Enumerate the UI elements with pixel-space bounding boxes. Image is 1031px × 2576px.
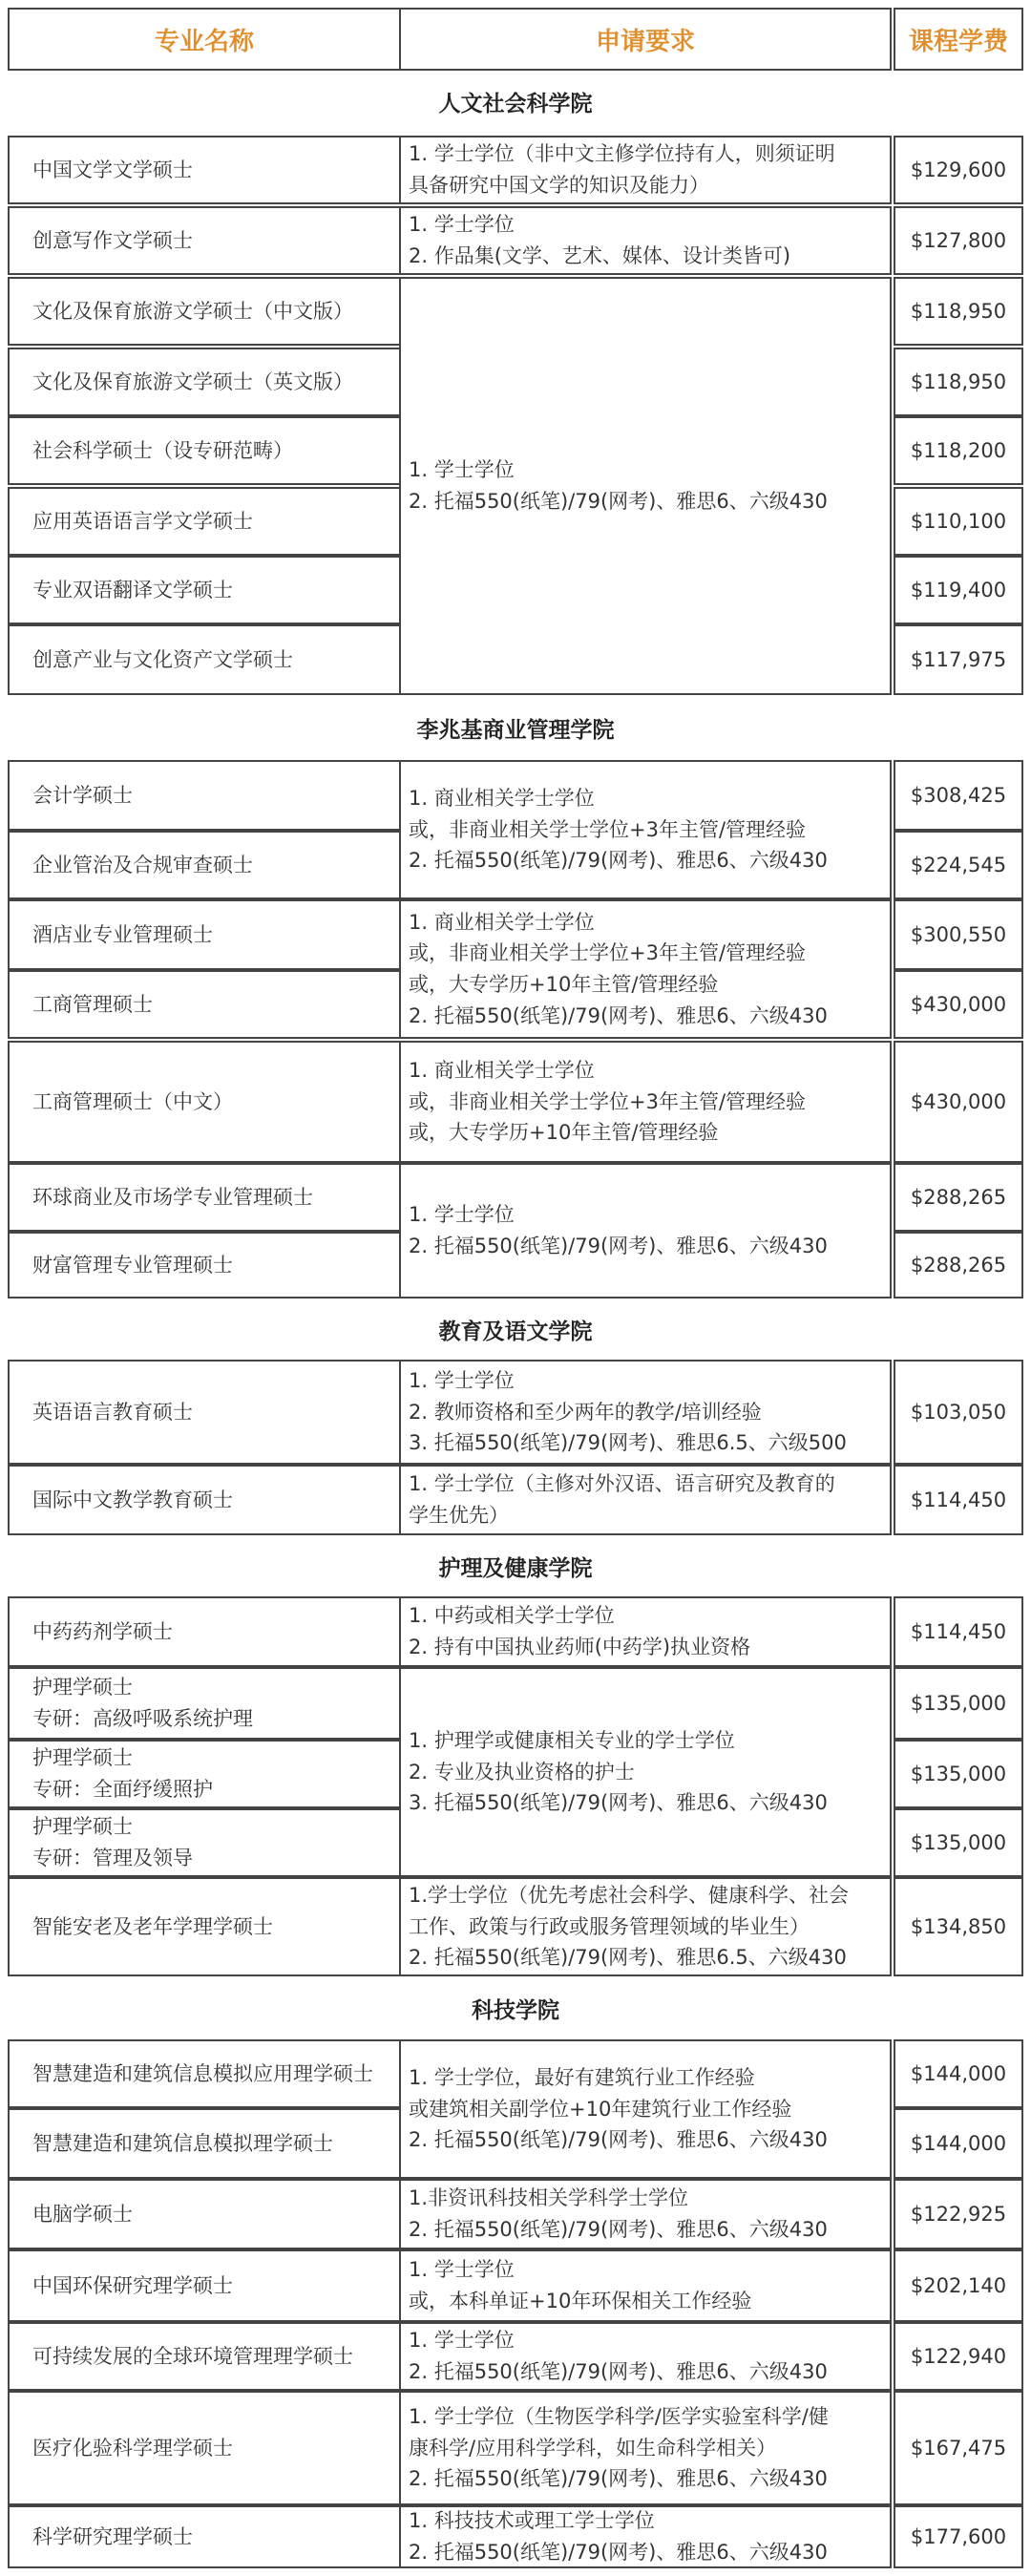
program-fee [894,2179,1023,2249]
program-requirements [399,1041,892,1163]
program-fee-text: $118,950 [910,370,1007,393]
program-fee [894,556,1023,624]
program-name [8,899,401,970]
program-fee [894,2505,1023,2568]
program-requirements [399,136,892,204]
program-name [8,206,401,275]
program-name-text: 护理学硕士 专研：全面纾缓照护 [32,1746,213,1801]
program-fee [894,277,1023,346]
program-name [8,1667,401,1740]
program-name [8,760,401,831]
program-requirements [399,899,892,1039]
program-name-text: 文化及保育旅游文学硕士（英文版） [32,370,353,393]
program-requirements-text: 1. 学士学位 2. 作品集(文学、艺术、媒体、设计类皆可) [409,213,791,267]
program-fee-text: $300,550 [910,922,1007,946]
program-requirements-text: 1. 学士学位 2. 托福550(纸笔)/79(网考)、雅思6、六级430 [409,458,828,513]
program-fee [894,2039,1023,2108]
program-name-text: 会计学硕士 [32,783,133,807]
program-fee [894,1808,1023,1877]
program-fee [894,1877,1023,1976]
program-name [8,2322,401,2391]
program-requirements [399,2505,892,2568]
program-requirements-text: 1. 学士学位，最好有建筑行业工作经验 或建筑相关副学位+10年建筑行业工作经验 2. 托福550(纸笔)/79(网考)、雅思6、六级430 [409,2066,828,2152]
program-fee-text: $288,265 [910,1253,1007,1277]
program-name-text: 企业管治及合规审查硕士 [32,853,253,876]
program-fee [894,348,1023,416]
program-requirements-text: 1. 学士学位 2. 教师资格和至少两年的教学/培训经验 3. 托福550(纸笔)/79(网考)、雅思6.5、六级500 [409,1369,847,1455]
program-name-text: 财富管理专业管理硕士 [32,1253,233,1277]
program-name [8,624,401,695]
program-name [8,1877,401,1976]
section-title: 科技学院 [472,1997,559,2023]
program-fee [894,487,1023,556]
program-requirements [399,1465,892,1535]
program-requirements [399,760,892,899]
program-name [8,1740,401,1808]
program-fee-text: $129,600 [910,158,1007,181]
program-name-text: 工商管理硕士（中文） [32,1089,233,1113]
program-fee-text: $202,140 [910,2273,1007,2297]
program-fee-text: $134,850 [910,1914,1007,1938]
program-name-text: 环球商业及市场学专业管理硕士 [32,1185,313,1209]
program-requirements [399,206,892,275]
program-name [8,1163,401,1232]
program-requirements-text: 1. 商业相关学士学位 或，非商业相关学士学位+3年主管/管理经验 或，大专学历+10年主管/管理经验 2. 托福550(纸笔)/79(网考)、雅思6、六级430 [409,910,828,1027]
program-name [8,1465,401,1535]
program-requirements [399,2391,892,2505]
program-requirements-text: 1. 中药或相关学士学位 2. 持有中国执业药师(中药学)执业资格 [409,1604,751,1658]
program-fee-text: $135,000 [910,1691,1007,1715]
program-fee-text: $288,265 [910,1185,1007,1209]
program-name [8,1041,401,1163]
program-name [8,2249,401,2322]
program-name [8,2039,401,2108]
program-name [8,416,401,485]
program-fee [894,899,1023,970]
program-fee [894,1465,1023,1535]
program-fee [894,2108,1023,2179]
program-name [8,2391,401,2505]
program-name-text: 文化及保育旅游文学硕士（中文版） [32,299,353,323]
program-fee [894,970,1023,1039]
program-fee [894,2391,1023,2505]
header-name: 专业名称 [8,8,401,71]
program-requirements [399,1667,892,1877]
program-fee [894,2249,1023,2322]
program-fee-text: $144,000 [910,2061,1007,2085]
program-name-text: 中国环保研究理学硕士 [32,2273,233,2297]
program-name [8,136,401,204]
section-title: 护理及健康学院 [438,1555,593,1581]
program-name-text: 智慧建造和建筑信息模拟理学硕士 [32,2131,333,2155]
program-requirements [399,277,892,695]
program-fee-text: $114,450 [910,1488,1007,1511]
program-name-text: 专业双语翻译文学硕士 [32,578,233,602]
program-fee-text: $118,950 [910,299,1007,323]
program-fee-text: $114,450 [910,1619,1007,1643]
program-name [8,831,401,899]
program-name-text: 创意产业与文化资产文学硕士 [32,647,293,671]
program-fee [894,1041,1023,1163]
program-fee-text: $110,100 [910,509,1007,533]
program-fee [894,206,1023,275]
program-fee [894,416,1023,485]
program-name-text: 医疗化验科学理学硕士 [32,2436,233,2460]
program-fee [894,1232,1023,1299]
program-fee-text: $167,475 [910,2436,1007,2460]
program-fee-text: $119,400 [910,578,1007,602]
section-title: 人文社会科学院 [438,91,593,116]
program-requirements-text: 1. 护理学或健康相关专业的学士学位 2. 专业及执业资格的护士 3. 托福550(纸笔)/79(网考)、雅思6、六级430 [409,1729,828,1815]
program-requirements-text: 1.学士学位（优先考虑社会科学、健康科学、社会 工作、政策与行政或服务管理领域的毕业生） 2. 托福550(纸笔)/79(网考)、雅思6.5、六级430 [409,1884,850,1970]
program-name-text: 应用英语语言学文学硕士 [32,509,253,533]
program-name [8,2505,401,2568]
program-name [8,1360,401,1465]
program-name-text: 中国文学文学硕士 [32,158,193,181]
program-name-text: 护理学硕士 专研：高级呼吸系统护理 [32,1676,253,1730]
program-fee [894,831,1023,899]
program-fee-text: $430,000 [910,1089,1007,1113]
program-fee-text: $127,800 [910,228,1007,252]
program-fee [894,624,1023,695]
program-requirements-text: 1. 学士学位 2. 托福550(纸笔)/79(网考)、雅思6、六级430 [409,2329,828,2383]
program-fee-text: $308,425 [910,783,1007,807]
program-requirements [399,2179,892,2249]
program-fee-text: $135,000 [910,1830,1007,1854]
program-name [8,556,401,624]
program-name-text: 创意写作文学硕士 [32,228,193,252]
program-name [8,348,401,416]
program-fee-text: $122,940 [910,2344,1007,2368]
program-fee [894,136,1023,204]
program-requirements-text: 1. 学士学位（主修对外汉语、语言研究及教育的 学生优先） [409,1472,835,1527]
program-name-text: 智慧建造和建筑信息模拟应用理学硕士 [32,2061,373,2085]
program-requirements [399,1360,892,1465]
program-fee-text: $118,200 [910,438,1007,462]
program-name-text: 社会科学硕士（设专研范畴） [32,438,293,462]
program-name-text: 电脑学硕士 [32,2202,133,2226]
program-requirements-text: 1. 科技技术或理工学士学位 2. 托福550(纸笔)/79(网考)、雅思6、六级430 [409,2509,828,2564]
program-fee-text: $430,000 [910,992,1007,1016]
program-fee-text: $135,000 [910,1762,1007,1785]
program-name [8,2179,401,2249]
program-fee-text: $117,975 [910,647,1007,671]
program-name [8,970,401,1039]
program-fee-text: $177,600 [910,2524,1007,2548]
program-name-text: 酒店业专业管理硕士 [32,922,213,946]
program-requirements-text: 1. 学士学位 2. 托福550(纸笔)/79(网考)、雅思6、六级430 [409,1203,828,1257]
program-requirements-text: 1. 学士学位 或，本科单证+10年环保相关工作经验 [409,2258,752,2312]
program-requirements-text: 1.非资讯科技相关学科学士学位 2. 托福550(纸笔)/79(网考)、雅思6、六级430 [409,2186,828,2241]
program-name [8,277,401,346]
program-fee [894,1740,1023,1808]
program-fee-text: $122,925 [910,2202,1007,2226]
program-name [8,487,401,556]
program-requirements-text: 1. 学士学位（非中文主修学位持有人，则须证明 具备研究中国文学的知识及能力） [409,142,835,197]
header-fee: 课程学费 [894,8,1023,71]
program-name-text: 国际中文教学教育硕士 [32,1488,233,1511]
program-fee-text: $224,545 [910,853,1007,876]
header-requirements: 申请要求 [399,8,892,71]
program-fee-text: $103,050 [910,1400,1007,1424]
section-title: 教育及语文学院 [438,1319,593,1344]
program-name [8,1232,401,1299]
program-fee [894,2322,1023,2391]
program-requirements [399,1163,892,1299]
program-name-text: 护理学硕士 专研：管理及领导 [32,1815,193,1869]
program-name [8,1808,401,1877]
program-name-text: 可持续发展的全球环境管理理学硕士 [32,2344,353,2368]
program-requirements-text: 1. 商业相关学士学位 或，非商业相关学士学位+3年主管/管理经验 2. 托福550(纸笔)/79(网考)、雅思6、六级430 [409,787,828,873]
program-fee [894,1667,1023,1740]
program-name-text: 智能安老及老年学理学硕士 [32,1914,273,1938]
program-fee [894,1360,1023,1465]
program-name [8,2108,401,2179]
program-requirements [399,2039,892,2179]
program-fee [894,1163,1023,1232]
program-requirements [399,2322,892,2391]
program-name-text: 英语语言教育硕士 [32,1400,193,1424]
program-requirements [399,1596,892,1667]
program-fee [894,1596,1023,1667]
section-title: 李兆基商业管理学院 [416,717,615,743]
program-fee-text: $144,000 [910,2131,1007,2155]
program-fee [894,760,1023,831]
program-requirements-text: 1. 学士学位（生物医学科学/医学实验室科学/健 康科学/应用科学学科，如生命科学相关） 2. 托福550(纸笔)/79(网考)、雅思6、六级430 [409,2405,829,2491]
program-requirements [399,2249,892,2322]
program-name-text: 科学研究理学硕士 [32,2524,193,2548]
program-requirements [399,1877,892,1976]
program-name [8,1596,401,1667]
program-requirements-text: 1. 商业相关学士学位 或，非商业相关学士学位+3年主管/管理经验 或，大专学历+10年主管/管理经验 [409,1059,807,1145]
program-name-text: 中药药剂学硕士 [32,1619,173,1643]
program-name-text: 工商管理硕士 [32,992,153,1016]
